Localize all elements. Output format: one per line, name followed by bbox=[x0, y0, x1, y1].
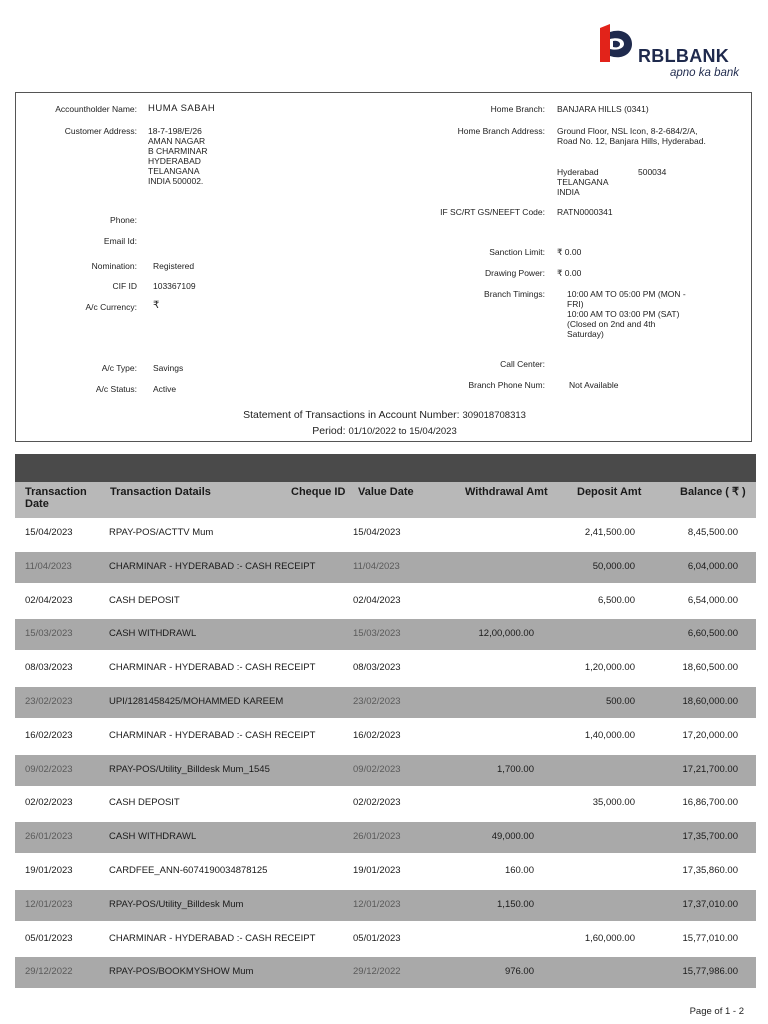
row-value-date: 12/01/2023 bbox=[353, 898, 401, 910]
row-value-date: 02/04/2023 bbox=[353, 594, 401, 606]
statement-title-text: Statement of Transactions in Account Number: bbox=[243, 409, 460, 421]
row-balance: 15,77,986.00 bbox=[682, 966, 738, 978]
header-deposit: Deposit Amt bbox=[577, 486, 642, 498]
table-row bbox=[15, 890, 756, 921]
row-date: 26/01/2023 bbox=[25, 831, 73, 843]
row-date: 23/02/2023 bbox=[25, 696, 73, 707]
branch-city: Hyderabad TELANGANA INDIA bbox=[557, 167, 609, 197]
row-value-date: 15/03/2023 bbox=[353, 628, 401, 640]
row-details: CHARMINAR - HYDERABAD :- CASH RECEIPT bbox=[109, 662, 316, 674]
row-date: 09/02/2023 bbox=[25, 763, 73, 775]
period-value: 01/10/2022 to 15/04/2023 bbox=[348, 426, 457, 437]
row-date: 16/02/2023 bbox=[25, 729, 73, 741]
row-details: CASH DEPOSIT bbox=[109, 594, 180, 606]
sanction-label: Sanction Limit: bbox=[489, 247, 545, 257]
row-balance: 18,60,000.00 bbox=[682, 696, 738, 707]
row-details: CHARMINAR - HYDERABAD :- CASH RECEIPT bbox=[109, 560, 316, 572]
ifsc-label: IF SC/RT GS/NEEFT Code: bbox=[440, 207, 545, 217]
row-date: 12/01/2023 bbox=[25, 898, 73, 910]
table-row bbox=[15, 721, 756, 752]
nomination-value: Registered bbox=[153, 261, 195, 271]
row-value-date: 15/04/2023 bbox=[353, 527, 401, 538]
row-date: 02/02/2023 bbox=[25, 797, 73, 809]
row-balance: 18,60,500.00 bbox=[682, 662, 738, 674]
row-date: 08/03/2023 bbox=[25, 662, 73, 674]
table-row bbox=[15, 653, 756, 684]
branch-address-value: Ground Floor, NSL Icon, 8-2-684/2/A, Road No. 12, Banjara Hills, Hyderabad. bbox=[557, 126, 706, 146]
row-date: 29/12/2022 bbox=[25, 966, 73, 978]
row-balance: 16,86,700.00 bbox=[682, 797, 738, 809]
header-balance: Balance ( ₹ ) bbox=[680, 486, 746, 498]
row-value-date: 09/02/2023 bbox=[353, 763, 401, 775]
row-withdrawal: 1,700.00 bbox=[497, 763, 534, 775]
type-label: A/c Type: bbox=[101, 363, 137, 373]
row-details: CHARMINAR - HYDERABAD :- CASH RECEIPT bbox=[109, 729, 316, 741]
branch-phone-value: Not Available bbox=[569, 380, 619, 390]
row-value-date: 05/01/2023 bbox=[353, 932, 401, 944]
row-date: 19/01/2023 bbox=[25, 865, 73, 876]
table-row bbox=[15, 924, 756, 955]
row-deposit: 6,500.00 bbox=[598, 594, 635, 606]
currency-label: A/c Currency: bbox=[85, 302, 137, 312]
table-row bbox=[15, 687, 756, 718]
type-value: Savings bbox=[153, 363, 184, 373]
drawing-label: Drawing Power: bbox=[485, 268, 545, 278]
row-date: 15/04/2023 bbox=[25, 527, 73, 538]
table-row bbox=[15, 856, 756, 887]
address-value: 18-7-198/E/26 AMAN NAGAR B CHARMINAR HYDERABAD TELANGANA INDIA 500002. bbox=[148, 126, 208, 186]
row-value-date: 23/02/2023 bbox=[353, 696, 401, 707]
branch-pin: 500034 bbox=[638, 167, 667, 177]
row-date: 02/04/2023 bbox=[25, 594, 73, 606]
table-row bbox=[15, 518, 756, 549]
row-value-date: 08/03/2023 bbox=[353, 662, 401, 674]
account-number: 309018708313 bbox=[462, 410, 526, 421]
row-deposit: 1,20,000.00 bbox=[584, 662, 635, 674]
row-value-date: 26/01/2023 bbox=[353, 831, 401, 843]
table-row bbox=[15, 552, 756, 583]
holder-label: Accountholder Name: bbox=[55, 104, 137, 114]
row-deposit: 35,000.00 bbox=[592, 797, 635, 809]
sanction-value: ₹ 0.00 bbox=[557, 247, 582, 257]
currency-value: ₹ bbox=[153, 300, 160, 311]
phone-label: Phone: bbox=[110, 215, 137, 225]
row-deposit: 50,000.00 bbox=[592, 560, 635, 572]
cif-label: CIF ID bbox=[112, 281, 137, 291]
rbl-logo-icon bbox=[598, 22, 634, 64]
row-deposit: 1,60,000.00 bbox=[584, 932, 635, 944]
row-withdrawal: 160.00 bbox=[504, 865, 534, 876]
row-details: CASH WITHDRAWL bbox=[109, 831, 197, 843]
row-date: 15/03/2023 bbox=[25, 628, 73, 640]
table-row bbox=[15, 619, 756, 650]
ifsc-value: RATN0000341 bbox=[557, 207, 613, 217]
row-details: RPAY-POS/ACTTV Mum bbox=[109, 527, 214, 538]
bank-logo bbox=[598, 22, 758, 82]
status-label: A/c Status: bbox=[95, 384, 137, 394]
status-value: Active bbox=[153, 384, 177, 394]
row-balance: 17,35,700.00 bbox=[682, 831, 738, 843]
row-withdrawal: 49,000.00 bbox=[491, 831, 534, 843]
period-label: Period: bbox=[312, 425, 346, 437]
header-date: Transaction Date bbox=[25, 486, 87, 510]
row-details: CARDFEE_ANN-6074190034878125 bbox=[109, 865, 268, 876]
row-deposit: 500.00 bbox=[605, 696, 635, 707]
row-details: RPAY-POS/Utility_Billdesk Mum bbox=[109, 898, 244, 910]
row-balance: 17,21,700.00 bbox=[682, 763, 738, 775]
row-value-date: 16/02/2023 bbox=[353, 729, 401, 741]
statement-title bbox=[16, 409, 753, 421]
row-deposit: 2,41,500.00 bbox=[584, 527, 635, 538]
account-info-box bbox=[15, 92, 752, 442]
row-balance: 17,37,010.00 bbox=[682, 898, 738, 910]
row-details: CHARMINAR - HYDERABAD :- CASH RECEIPT bbox=[109, 932, 316, 944]
address-label: Customer Address: bbox=[64, 126, 137, 136]
table-row bbox=[15, 957, 756, 988]
home-branch-value: BANJARA HILLS (0341) bbox=[557, 104, 649, 114]
statement-period bbox=[16, 425, 753, 437]
branch-address-label: Home Branch Address: bbox=[457, 126, 545, 136]
holder-value: HUMA SABAH bbox=[148, 103, 216, 114]
row-balance: 8,45,500.00 bbox=[687, 527, 738, 538]
table-row bbox=[15, 788, 756, 819]
table-row bbox=[15, 755, 756, 786]
header-details: Transaction Datails bbox=[110, 486, 211, 498]
nomination-label: Nomination: bbox=[91, 261, 137, 271]
row-balance: 17,35,860.00 bbox=[682, 865, 738, 876]
row-balance: 17,20,000.00 bbox=[682, 729, 738, 741]
timings-value: 10:00 AM TO 05:00 PM (MON - FRI) 10:00 AM TO 03:00 PM (SAT) (Closed on 2nd and 4th Saturday) bbox=[567, 289, 686, 339]
row-withdrawal: 1,150.00 bbox=[497, 898, 534, 910]
row-date: 11/04/2023 bbox=[25, 560, 72, 572]
bank-tagline: apno ka bank bbox=[670, 67, 740, 79]
table-row bbox=[15, 822, 756, 853]
row-value-date: 19/01/2023 bbox=[353, 865, 401, 876]
home-branch-label: Home Branch: bbox=[490, 104, 545, 114]
row-details: RPAY-POS/Utility_Billdesk Mum_1545 bbox=[109, 763, 270, 775]
row-value-date: 02/02/2023 bbox=[353, 797, 401, 809]
row-date: 05/01/2023 bbox=[25, 932, 73, 944]
row-balance: 6,04,000.00 bbox=[687, 560, 738, 572]
row-deposit: 1,40,000.00 bbox=[584, 729, 635, 741]
header-value-date: Value Date bbox=[358, 486, 414, 498]
row-balance: 6,60,500.00 bbox=[687, 628, 738, 640]
branch-phone-label: Branch Phone Num: bbox=[468, 380, 545, 390]
row-balance: 15,77,010.00 bbox=[682, 932, 738, 944]
row-value-date: 29/12/2022 bbox=[353, 966, 401, 978]
table-top-bar bbox=[15, 454, 756, 482]
row-withdrawal: 12,00,000.00 bbox=[478, 628, 534, 640]
timings-label: Branch Timings: bbox=[484, 289, 545, 299]
table-header bbox=[15, 482, 756, 518]
row-withdrawal: 976.00 bbox=[504, 966, 534, 978]
callcenter-label: Call Center: bbox=[500, 359, 545, 369]
row-details: UPI/1281458425/MOHAMMED KAREEM bbox=[109, 696, 284, 707]
row-value-date: 11/04/2023 bbox=[353, 560, 400, 572]
cif-value: 103367109 bbox=[153, 281, 196, 291]
header-cheque: Cheque ID bbox=[291, 486, 346, 498]
header-withdrawal: Withdrawal Amt bbox=[465, 486, 548, 498]
table-row bbox=[15, 586, 756, 617]
page-number: Page of 1 - 2 bbox=[689, 1006, 744, 1017]
email-label: Email Id: bbox=[103, 236, 137, 246]
row-details: CASH DEPOSIT bbox=[109, 797, 180, 809]
row-balance: 6,54,000.00 bbox=[687, 594, 738, 606]
drawing-value: ₹ 0.00 bbox=[557, 268, 582, 278]
row-details: CASH WITHDRAWL bbox=[109, 628, 197, 640]
bank-name: RBLBANK bbox=[638, 46, 730, 66]
row-details: RPAY-POS/BOOKMYSHOW Mum bbox=[109, 966, 254, 978]
